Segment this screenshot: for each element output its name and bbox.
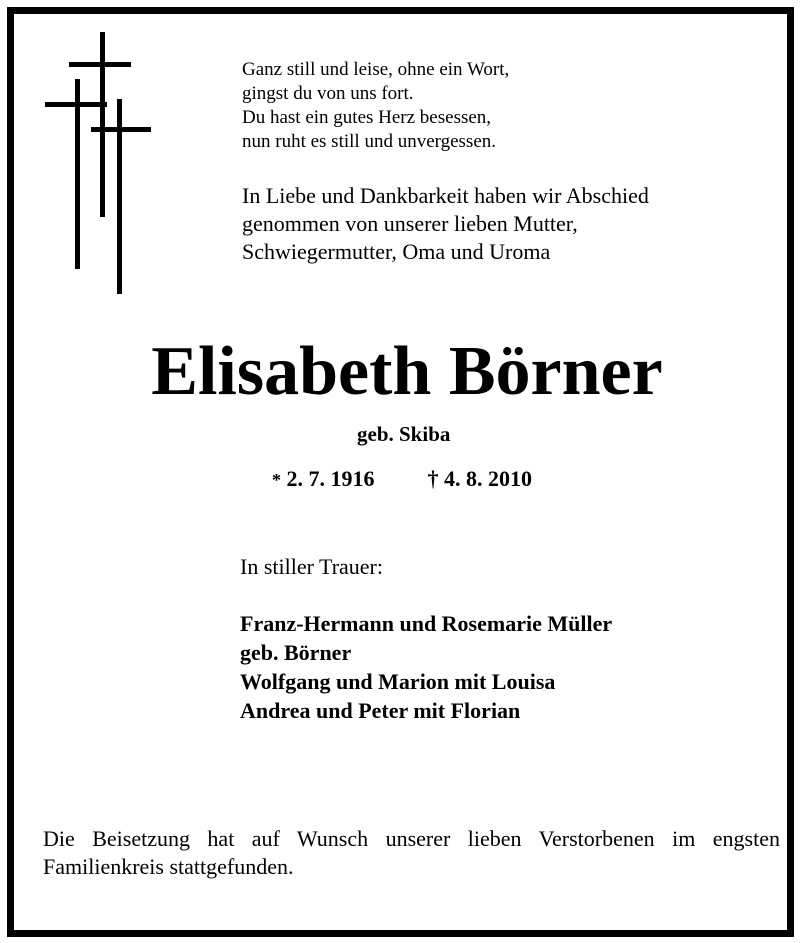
deceased-name: Elisabeth Börner <box>151 333 663 410</box>
intro-line: Schwiegermutter, Oma und Uroma <box>242 239 551 264</box>
poem <box>242 58 509 154</box>
poem-line: Ganz still und leise, ohne ein Wort, <box>242 59 510 80</box>
death-cross-icon: † <box>427 466 439 491</box>
mourners-list <box>240 609 612 725</box>
cross-2-horizontal <box>45 102 107 107</box>
mourner-line: geb. Börner <box>240 640 352 665</box>
mourner-line: Andrea und Peter mit Florian <box>240 698 521 723</box>
death-date: 4. 8. 2010 <box>444 466 532 491</box>
poem-line: Du hast ein gutes Herz besessen, <box>242 107 492 128</box>
birth-star-icon: * <box>272 470 281 490</box>
poem-line: gingst du von uns fort. <box>242 83 414 104</box>
intro-line: In Liebe und Dankbarkeit haben wir Abschied <box>242 183 649 208</box>
obituary-frame <box>7 7 794 937</box>
poem-line: nun ruht es still und unvergessen. <box>242 131 497 152</box>
birth-date: 2. 7. 1916 <box>286 466 375 491</box>
mourner-line: Franz-Hermann und Rosemarie Müller <box>240 611 613 636</box>
mourners-label: In stiller Trauer: <box>240 554 383 579</box>
burial-notice: Die Beisetzung hat auf Wunsch unserer lieben Verstorbenen im engsten Familienkreis stattgefunden. <box>43 826 780 879</box>
cross-1-horizontal <box>69 62 131 67</box>
intro-text <box>242 182 649 266</box>
intro-line: genommen von unserer lieben Mutter, <box>242 211 578 236</box>
cross-2-vertical <box>75 79 80 269</box>
life-dates <box>272 466 532 492</box>
mourner-line: Wolfgang und Marion mit Louisa <box>240 669 556 694</box>
cross-3-horizontal <box>91 127 151 132</box>
birth-name: geb. Skiba <box>357 422 451 446</box>
cross-1-vertical <box>100 32 105 217</box>
